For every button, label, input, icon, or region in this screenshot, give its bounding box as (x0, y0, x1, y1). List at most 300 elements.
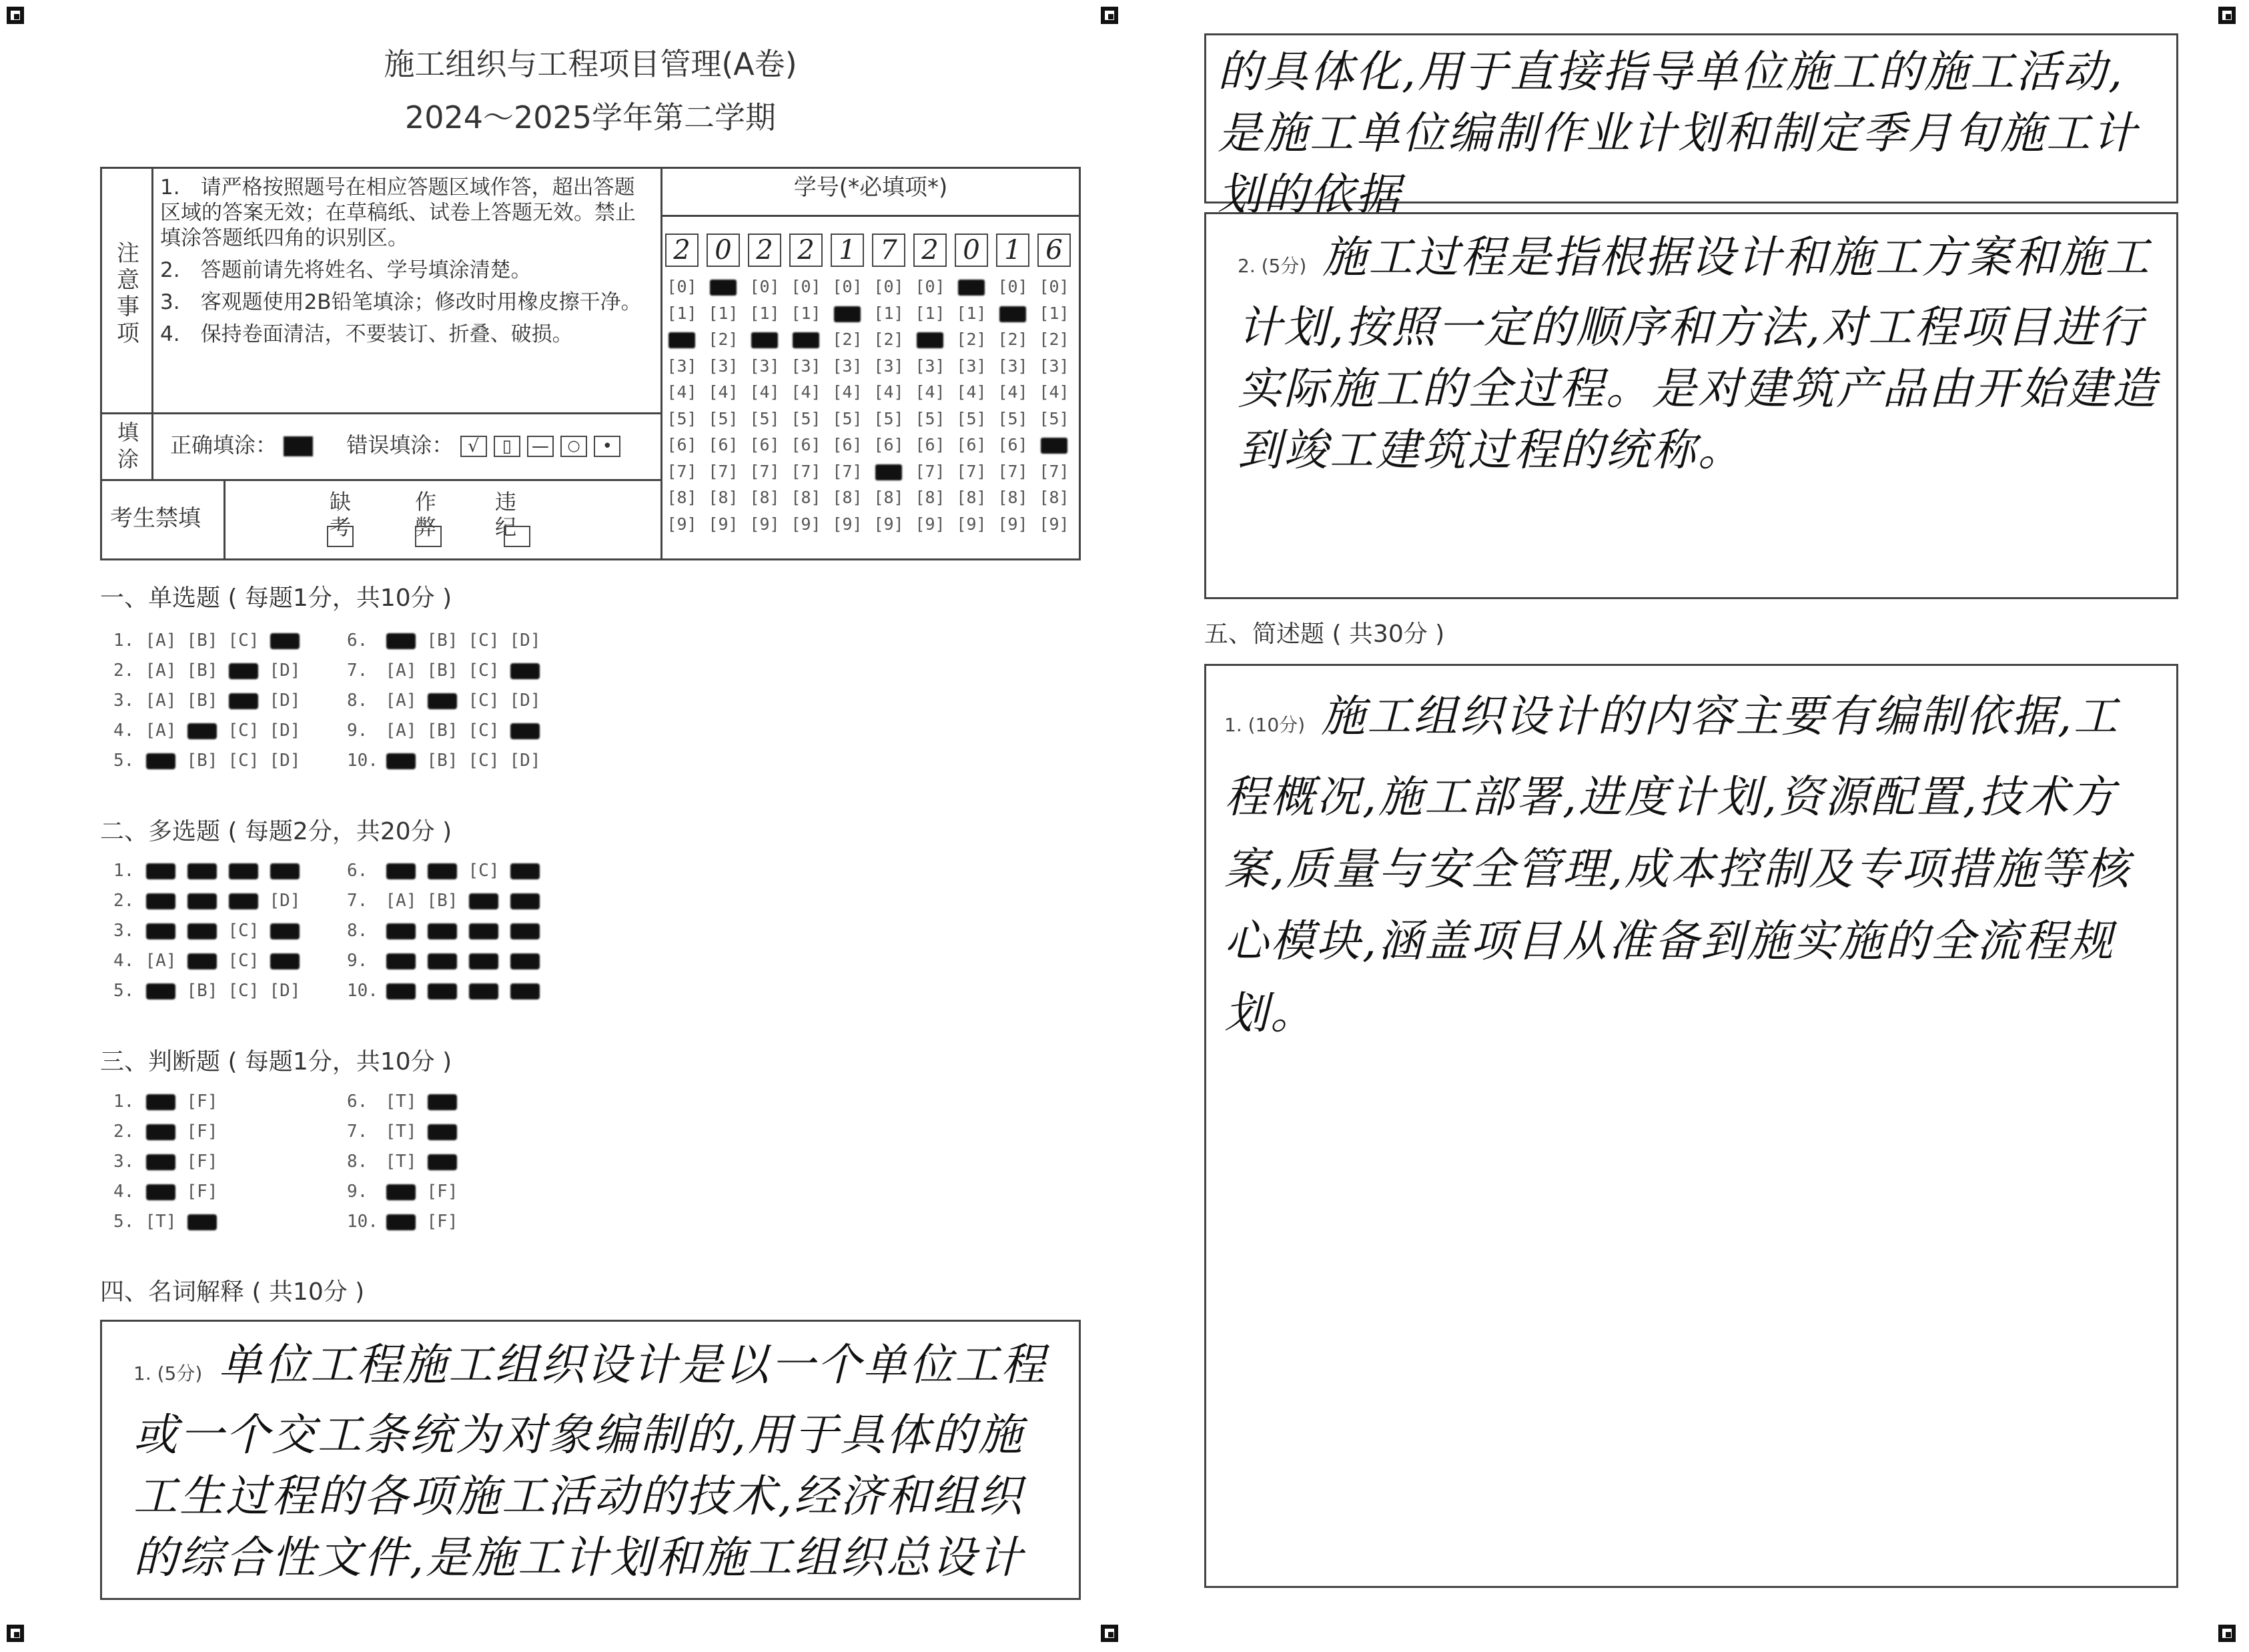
corner-registration-mark (7, 7, 24, 24)
student-id-bubble[interactable]: [9] (708, 514, 739, 534)
question-number: 10. (347, 1212, 378, 1232)
answer-option[interactable] (504, 921, 546, 941)
answer-option[interactable]: [T] (385, 1122, 417, 1142)
student-id-bubble[interactable]: [4] (873, 382, 904, 402)
answer-option[interactable] (181, 891, 223, 911)
student-id-bubble[interactable]: [6] (832, 435, 863, 454)
filled-mark (229, 663, 258, 679)
question-row (347, 691, 546, 711)
exam-title: 施工组织与工程项目管理(A卷) (384, 46, 797, 82)
answer-option[interactable]: [A] (145, 631, 177, 651)
answer-option[interactable] (422, 1152, 463, 1172)
student-id-bubble[interactable]: [3] (708, 356, 739, 376)
answer-option[interactable] (380, 951, 422, 971)
question-row (113, 751, 306, 771)
student-id-bubble[interactable]: [5] (956, 408, 987, 428)
student-id-bubble[interactable]: [8] (791, 488, 821, 507)
student-id-bubble[interactable]: [7] (1039, 461, 1069, 481)
answer-option[interactable]: [B] (186, 981, 218, 1001)
student-id-bubble[interactable]: [3] (997, 356, 1028, 376)
answer-option[interactable]: [C] (468, 751, 500, 771)
answer-option[interactable]: [D] (269, 751, 301, 771)
exam-term: 2024～2025学年第二学期 (404, 99, 777, 135)
student-id-bubble[interactable] (1035, 432, 1073, 458)
student-id-bubble[interactable]: [5] (832, 408, 863, 428)
answer-option[interactable] (463, 891, 504, 911)
wrong-fill-sample: ○ (560, 436, 587, 457)
filled-mark (469, 893, 498, 909)
answer-option[interactable] (422, 691, 463, 711)
question-number: 1. (113, 861, 135, 881)
answer-option[interactable]: [B] (426, 631, 458, 651)
answer-option[interactable] (181, 861, 223, 881)
answer-option[interactable]: [F] (186, 1152, 218, 1172)
absent-checkbox[interactable] (327, 526, 354, 547)
question-number: 6. (347, 631, 368, 651)
student-id-bubble[interactable]: [5] (791, 408, 821, 428)
student-id-bubble[interactable]: [1] (791, 303, 821, 323)
question-row (113, 921, 306, 941)
answer-option[interactable] (140, 751, 181, 771)
student-id-bubble[interactable]: [1] (666, 303, 697, 323)
student-id-bubble[interactable]: [3] (749, 356, 780, 376)
answer-option[interactable] (181, 721, 223, 741)
term-q1-label: 1. (5分) (133, 1362, 203, 1384)
answer-option[interactable]: [T] (385, 1092, 417, 1112)
cheating-checkbox[interactable] (415, 526, 442, 547)
filled-mark (999, 306, 1026, 322)
student-id-bubble[interactable]: [7] (997, 461, 1028, 481)
answer-option[interactable]: [C] (228, 751, 260, 771)
student-id-bubble[interactable]: [1] (1039, 303, 1069, 323)
question-number: 3. (113, 691, 135, 711)
student-id-bubble[interactable] (829, 300, 866, 327)
answer-option[interactable] (380, 751, 422, 771)
notice-item: 2. 答题前请先将姓名、学号填涂清楚。 (160, 258, 532, 282)
answer-option[interactable] (504, 891, 546, 911)
filled-mark (146, 1154, 175, 1170)
student-id-bubble[interactable]: [3] (791, 356, 821, 376)
answer-option[interactable] (504, 861, 546, 881)
question-number: 5. (113, 981, 135, 1001)
filled-mark (386, 953, 416, 969)
student-id-bubble[interactable]: [6] (873, 435, 904, 454)
filled-mark (146, 923, 175, 939)
question-number: 2. (113, 661, 135, 681)
student-id-bubble[interactable]: [3] (832, 356, 863, 376)
student-id-bubble[interactable]: [2] (832, 330, 863, 349)
answer-option[interactable]: [B] (426, 721, 458, 741)
student-id-bubble[interactable]: [6] (997, 435, 1028, 454)
student-id-bubble[interactable]: [7] (791, 461, 821, 481)
answer-option[interactable] (264, 861, 306, 881)
student-id-bubble[interactable]: [4] (1039, 382, 1069, 402)
violation-checkbox[interactable] (504, 526, 530, 547)
student-id-bubble[interactable]: [2] (997, 330, 1028, 349)
answer-option[interactable]: [B] (186, 691, 218, 711)
student-id-bubble-column (1035, 274, 1073, 537)
filled-mark (958, 280, 985, 296)
answer-option[interactable] (422, 981, 463, 1001)
answer-option[interactable]: [F] (186, 1122, 218, 1142)
answer-option[interactable]: [F] (426, 1182, 458, 1202)
answer-option[interactable]: [A] (385, 661, 417, 681)
student-id-bubble[interactable]: [9] (1039, 514, 1069, 534)
question-row (113, 981, 306, 1001)
answer-option[interactable] (380, 1212, 422, 1232)
student-id-digit-box: 2 (748, 234, 781, 267)
filled-mark (751, 332, 778, 348)
student-id-bubble[interactable]: [9] (873, 514, 904, 534)
answer-option[interactable]: [F] (186, 1182, 218, 1202)
answer-option[interactable] (223, 891, 264, 911)
answer-option[interactable]: [C] (468, 631, 500, 651)
answer-option[interactable]: [T] (385, 1152, 417, 1172)
answer-option[interactable] (264, 921, 306, 941)
student-id-bubble[interactable]: [5] (1039, 408, 1069, 428)
answer-option[interactable]: [D] (269, 721, 301, 741)
answer-option[interactable]: [C] (228, 921, 260, 941)
student-id-bubble[interactable]: [0] (997, 277, 1028, 296)
question-row (113, 1212, 223, 1232)
answer-option[interactable]: [A] (145, 951, 177, 971)
answer-option[interactable] (140, 861, 181, 881)
answer-option[interactable]: [D] (269, 691, 301, 711)
student-id-bubble[interactable]: [8] (708, 488, 739, 507)
answer-option[interactable] (181, 1212, 223, 1232)
student-id-bubble[interactable]: [7] (832, 461, 863, 481)
answer-option[interactable]: [C] (228, 721, 260, 741)
student-id-bubble[interactable]: [8] (749, 488, 780, 507)
student-id-bubble[interactable]: [0] (1039, 277, 1069, 296)
student-id-bubble[interactable]: [0] (832, 277, 863, 296)
answer-option[interactable]: [D] (269, 661, 301, 681)
student-id-bubble[interactable]: [9] (791, 514, 821, 534)
student-id-bubble[interactable]: [2] (1039, 330, 1069, 349)
answer-option[interactable]: [A] (145, 721, 177, 741)
student-id-bubble[interactable]: [8] (666, 488, 697, 507)
student-id-bubble[interactable]: [0] (666, 277, 697, 296)
student-id-bubble[interactable]: [1] (915, 303, 945, 323)
student-id-bubble[interactable]: [4] (666, 382, 697, 402)
wrong-fill-sample: ▯ (494, 436, 520, 457)
answer-option[interactable] (463, 981, 504, 1001)
answer-option[interactable]: [A] (145, 691, 177, 711)
absent-label: 缺考 (329, 489, 351, 540)
question-number: 3. (113, 1152, 135, 1172)
filled-mark (386, 753, 416, 769)
answer-option[interactable] (264, 631, 306, 651)
answer-option[interactable] (422, 1122, 463, 1142)
answer-option[interactable]: [C] (468, 691, 500, 711)
student-id-bubble[interactable]: [5] (749, 408, 780, 428)
student-id-bubble[interactable]: [7] (956, 461, 987, 481)
answer-option[interactable]: [A] (145, 661, 177, 681)
term-q2-text: 施工过程是指根据设计和施工方案和施工计划,按照一定的顺序和方法,对工程项目进行实际施工的全过程。是对建筑产品由开始建造到竣工建筑过程的统称。 (1238, 232, 2158, 476)
question-number: 9. (347, 951, 368, 971)
answer-option[interactable] (504, 981, 546, 1001)
answer-option[interactable] (380, 1182, 422, 1202)
answer-option[interactable] (463, 921, 504, 941)
filled-mark (793, 332, 819, 348)
question-number: 1. (113, 1092, 135, 1112)
student-id-digit-box: 1 (996, 234, 1029, 267)
question-row (113, 951, 306, 971)
examinee-label: 考生禁填 (110, 505, 201, 532)
question-row (113, 1182, 223, 1202)
answer-option[interactable] (380, 861, 422, 881)
question-row (113, 1152, 223, 1172)
student-id-digit-box: 6 (1037, 234, 1071, 267)
filled-mark (469, 923, 498, 939)
student-id-bubble-column (787, 274, 825, 537)
filled-mark (834, 306, 861, 322)
question-row (347, 861, 546, 881)
filled-mark (875, 464, 902, 480)
answer-option[interactable]: [F] (426, 1212, 458, 1232)
answer-option[interactable]: [C] (228, 631, 260, 651)
student-id-bubble[interactable]: [6] (666, 435, 697, 454)
violation-label: 违纪 (494, 489, 516, 540)
question-row (113, 721, 306, 741)
answer-option[interactable] (140, 981, 181, 1001)
student-id-bubble[interactable]: [7] (666, 461, 697, 481)
term-q1-text: 单位工程施工组织设计是以一个单位工程或一个交工条统为对象编制的,用于具体的施工生过程的各项施工活动的技术,经济和组织的综合性文件,是施工计划和施工组织总设计 (133, 1339, 1047, 1583)
answer-option[interactable] (140, 921, 181, 941)
student-id-bubble[interactable] (746, 326, 783, 353)
filled-mark (146, 863, 175, 879)
answer-option[interactable] (140, 1092, 181, 1112)
answer-option[interactable] (223, 661, 264, 681)
student-id-bubble[interactable]: [2] (873, 330, 904, 349)
fill-guide-label: 填涂 (117, 420, 139, 472)
student-id-bubble[interactable]: [8] (997, 488, 1028, 507)
filled-mark (229, 893, 258, 909)
student-id-bubble[interactable]: [3] (956, 356, 987, 376)
student-id-bubble[interactable]: [2] (956, 330, 987, 349)
student-id-bubble[interactable]: [0] (873, 277, 904, 296)
filled-mark (428, 923, 457, 939)
answer-option[interactable]: [F] (186, 1092, 218, 1112)
student-id-bubble[interactable]: [1] (708, 303, 739, 323)
answer-option[interactable] (380, 981, 422, 1001)
filled-mark (386, 633, 416, 649)
wrong-fill-sample: • (594, 436, 620, 457)
answer-option[interactable]: [A] (385, 721, 417, 741)
answer-option[interactable]: [C] (468, 661, 500, 681)
student-id-bubble[interactable] (787, 326, 825, 353)
term-answer-1-continued: 的具体化,用于直接指导单位施工的施工活动,是施工单位编制作业计划和制定季月旬施工计划的依据 (1218, 46, 2138, 220)
question-number: 9. (347, 721, 368, 741)
student-id-bubble[interactable]: [3] (915, 356, 945, 376)
answer-option[interactable]: [B] (426, 661, 458, 681)
student-id-bubble[interactable]: [6] (791, 435, 821, 454)
question-number: 5. (113, 751, 135, 771)
student-id-bubble[interactable]: [5] (666, 408, 697, 428)
student-id-bubble[interactable]: [0] (791, 277, 821, 296)
answer-option[interactable] (422, 951, 463, 971)
answer-option[interactable]: [C] (468, 861, 500, 881)
student-id-bubble[interactable]: [4] (791, 382, 821, 402)
answer-option[interactable] (140, 1182, 181, 1202)
student-id-digit-box: 1 (831, 234, 864, 267)
filled-mark (386, 1214, 416, 1230)
answer-option[interactable]: [T] (145, 1212, 177, 1232)
student-id-bubble[interactable]: [0] (749, 277, 780, 296)
filled-mark (270, 633, 300, 649)
answer-option[interactable] (181, 921, 223, 941)
answer-option[interactable] (504, 721, 546, 741)
corner-registration-mark (1101, 1625, 1118, 1642)
student-id-bubble[interactable]: [5] (873, 408, 904, 428)
student-id-bubble[interactable]: [7] (708, 461, 739, 481)
question-row (347, 951, 546, 971)
answer-option[interactable] (140, 1122, 181, 1142)
answer-option[interactable]: [B] (186, 661, 218, 681)
answer-option[interactable] (422, 921, 463, 941)
answer-option[interactable]: [B] (426, 891, 458, 911)
answer-option[interactable] (223, 691, 264, 711)
student-id-bubble[interactable]: [8] (956, 488, 987, 507)
question-row (347, 1182, 463, 1202)
student-id-bubble[interactable]: [1] (749, 303, 780, 323)
student-id-bubble-column (663, 274, 701, 537)
student-id-bubble[interactable]: [6] (749, 435, 780, 454)
section-multi-title: 二、多选题 ( 每题2分，共20分 ) (100, 818, 452, 845)
filled-mark (146, 893, 175, 909)
answer-option[interactable]: [B] (426, 751, 458, 771)
student-id-bubble[interactable]: [7] (749, 461, 780, 481)
student-id-bubble[interactable]: [8] (873, 488, 904, 507)
student-id-bubble[interactable]: [9] (956, 514, 987, 534)
question-row (113, 661, 306, 681)
student-id-bubble[interactable] (994, 300, 1031, 327)
student-id-digit-box: 7 (872, 234, 905, 267)
student-id-bubble[interactable]: [2] (708, 330, 739, 349)
answer-option[interactable] (140, 891, 181, 911)
student-id-bubble[interactable]: [4] (997, 382, 1028, 402)
section-judge-title: 三、判断题 ( 每题1分，共10分 ) (100, 1048, 452, 1076)
wrong-fill-label: 错误填涂： (346, 432, 454, 458)
question-row (113, 891, 306, 911)
answer-option[interactable]: [D] (269, 981, 301, 1001)
answer-option[interactable] (380, 921, 422, 941)
filled-mark (428, 1154, 457, 1170)
student-id-bubble[interactable]: [8] (1039, 488, 1069, 507)
answer-option[interactable] (422, 861, 463, 881)
filled-mark (510, 953, 540, 969)
student-id-bubble[interactable]: [9] (832, 514, 863, 534)
student-id-bubble[interactable]: [5] (997, 408, 1028, 428)
student-id-bubble[interactable]: [4] (708, 382, 739, 402)
filled-mark (710, 280, 737, 296)
student-id-bubble[interactable]: [1] (956, 303, 987, 323)
student-id-bubble[interactable]: [7] (915, 461, 945, 481)
student-id-bubble[interactable]: [3] (666, 356, 697, 376)
question-number: 7. (347, 661, 368, 681)
answer-option[interactable] (504, 951, 546, 971)
answer-option[interactable]: [C] (468, 721, 500, 741)
student-id-bubble[interactable]: [9] (997, 514, 1028, 534)
question-number: 10. (347, 751, 378, 771)
student-id-bubble[interactable]: [1] (873, 303, 904, 323)
answer-option[interactable]: [D] (509, 691, 541, 711)
filled-mark (187, 893, 217, 909)
corner-registration-mark (2218, 7, 2236, 24)
student-id-bubble[interactable]: [4] (832, 382, 863, 402)
filled-mark (270, 923, 300, 939)
student-id-digit-box: 0 (707, 234, 740, 267)
student-id-digit-box: 2 (789, 234, 823, 267)
filled-mark (386, 1184, 416, 1200)
answer-option[interactable]: [A] (385, 891, 417, 911)
filled-mark (428, 693, 457, 709)
answer-option[interactable]: [C] (228, 981, 260, 1001)
answer-option[interactable] (223, 861, 264, 881)
answer-sheet-right-page (1124, 0, 2249, 1652)
essay-answer-1 (1224, 681, 2158, 1050)
student-id-bubble[interactable] (870, 458, 907, 485)
student-id-bubble[interactable]: [9] (666, 514, 697, 534)
student-id-bubble[interactable]: [6] (708, 435, 739, 454)
student-id-bubble[interactable]: [8] (832, 488, 863, 507)
student-id-bubble[interactable]: [9] (915, 514, 945, 534)
question-number: 8. (347, 921, 368, 941)
student-id-bubble[interactable]: [4] (915, 382, 945, 402)
student-id-bubble[interactable] (911, 326, 949, 353)
student-id-bubble[interactable]: [9] (749, 514, 780, 534)
term-q2-label: 2. (5分) (1238, 255, 1307, 277)
student-id-bubble[interactable]: [5] (708, 408, 739, 428)
notice-label: 注意事项 (117, 240, 139, 347)
student-id-bubble[interactable] (663, 326, 701, 353)
filled-mark (510, 983, 540, 999)
student-id-bubble[interactable]: [0] (915, 277, 945, 296)
answer-option[interactable]: [D] (509, 631, 541, 651)
answer-option[interactable]: [C] (228, 951, 260, 971)
question-number: 7. (347, 891, 368, 911)
notice-item: 3. 客观题使用2B铅笔填涂；修改时用橡皮擦干净。 (160, 290, 642, 314)
answer-option[interactable]: [B] (186, 631, 218, 651)
answer-option[interactable] (463, 951, 504, 971)
student-id-bubble[interactable]: [4] (749, 382, 780, 402)
answer-option[interactable] (422, 1092, 463, 1112)
filled-mark (510, 663, 540, 679)
student-id-bubble[interactable]: [3] (873, 356, 904, 376)
student-id-bubble[interactable]: [8] (915, 488, 945, 507)
answer-option[interactable] (181, 951, 223, 971)
student-id-bubble[interactable]: [4] (956, 382, 987, 402)
answer-option[interactable] (504, 661, 546, 681)
student-id-bubble-column (911, 274, 949, 537)
student-id-bubble[interactable]: [3] (1039, 356, 1069, 376)
answer-option[interactable]: [B] (186, 751, 218, 771)
question-number: 4. (113, 721, 135, 741)
student-id-bubble[interactable]: [6] (956, 435, 987, 454)
answer-option[interactable]: [D] (269, 891, 301, 911)
student-id-bubble[interactable]: [6] (915, 435, 945, 454)
student-id-bubble[interactable]: [5] (915, 408, 945, 428)
student-id-bubble[interactable] (705, 274, 742, 300)
answer-option[interactable]: [D] (509, 751, 541, 771)
answer-option[interactable] (140, 1152, 181, 1172)
student-id-bubble[interactable] (953, 274, 990, 300)
answer-option[interactable] (264, 951, 306, 971)
cheating-label: 作弊 (414, 489, 436, 540)
filled-mark (187, 863, 217, 879)
answer-option[interactable] (380, 631, 422, 651)
answer-option[interactable]: [A] (385, 691, 417, 711)
